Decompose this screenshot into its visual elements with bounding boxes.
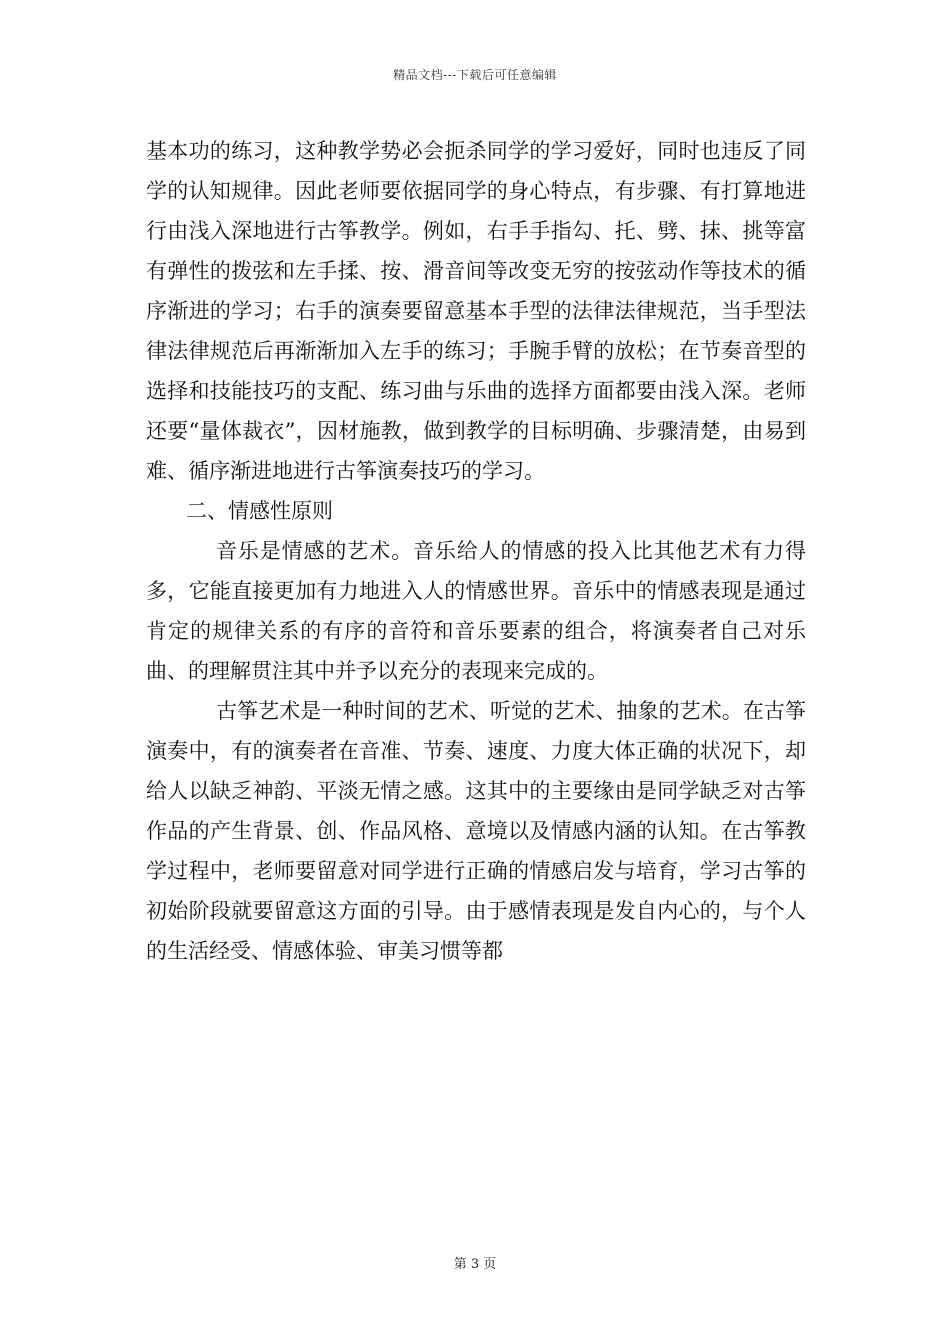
document-body	[146, 131, 806, 971]
page-number: 第 3 页	[453, 1257, 497, 1272]
page-header: 精品文档---下载后可任意编辑	[393, 68, 557, 82]
body-paragraph: 音乐是情感的艺术。音乐给人的情感的投入比其他艺术有力得多，它能直接更加有力地进入人的情感世界。音乐中的情感表现是通过肯定的规律关系的有序的音符和音乐要素的组合，将演奏者自己对乐曲、的理解贯注其中并予以充分的表现来完成的。	[146, 539, 806, 683]
body-paragraph: 古筝艺术是一种时间的艺术、听觉的艺术、抽象的艺术。在古筝演奏中，有的演奏者在音准、节奏、速度、力度大体正确的状况下，却给人以缺乏神韵、平淡无情之感。这其中的主要缘由是同学缺乏对古筝作品的产生背景、创、作品风格、意境以及情感内涵的认知。在古筝教学过程中，老师要留意对同学进行正确的情感启发与培育，学习古筝的初始阶段就要留意这方面的引导。由于感情表现是发自内心的，与个人的生活经受、情感体验、审美习惯等都	[146, 699, 806, 963]
section-heading: 二、情感性原则	[186, 499, 333, 523]
body-paragraph: 基本功的练习，这种教学势必会扼杀同学的学习爱好，同时也违反了同学的认知规律。因此老师要依据同学的身心特点，有步骤、有打算地进行由浅入深地进行古筝教学。例如，右手手指勾、托、劈、抹、挑等富有弹性的拨弦和左手揉、按、滑音间等改变无穷的按弦动作等技术的循序渐进的学习；右手的演奏要留意基本手型的法律法律规范，当手型法律法律规范后再渐渐加入左手的练习；手腕手臂的放松；在节奏音型的选择和技能技巧的支配、练习曲与乐曲的选择方面都要由浅入深。老师还要“量体裁衣”，因材施教，做到教学的目标明确、步骤清楚，由易到难、循序渐进地进行古筝演奏技巧的学习。	[146, 139, 806, 483]
